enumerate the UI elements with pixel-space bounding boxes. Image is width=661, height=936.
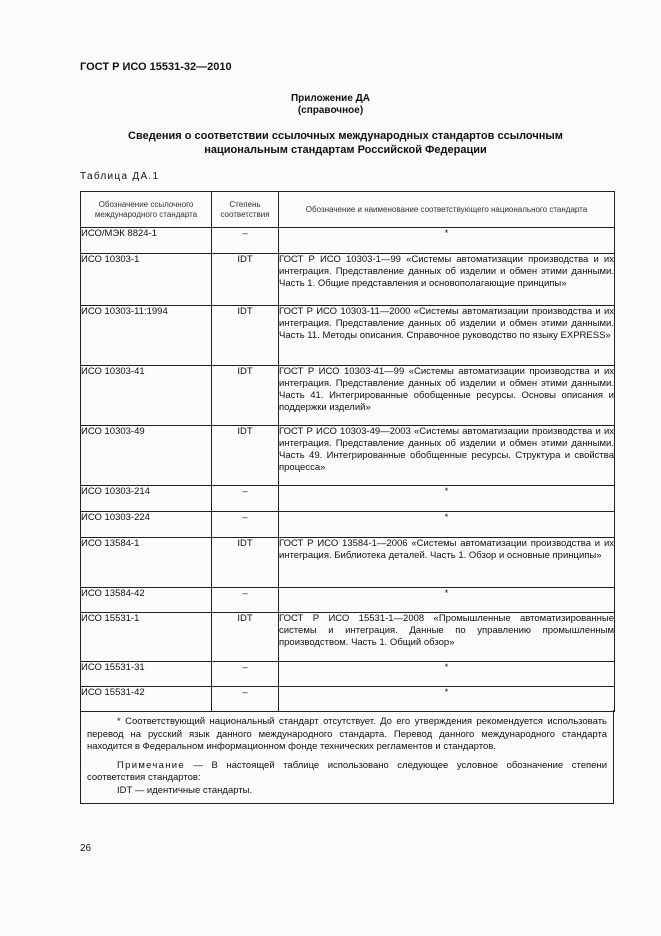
degree-cell: IDT bbox=[212, 254, 279, 306]
table-header-row bbox=[81, 192, 615, 228]
ref-cell: ИСО 10303-41 bbox=[81, 366, 212, 426]
table-row bbox=[81, 486, 615, 512]
ref-cell: ИСО 13584-42 bbox=[81, 588, 212, 613]
ref-cell: ИСО 10303-214 bbox=[81, 486, 212, 512]
national-cell: * bbox=[279, 486, 615, 512]
table-notes bbox=[80, 710, 614, 804]
ref-cell: ИСО 10303-49 bbox=[81, 426, 212, 486]
table-row bbox=[81, 512, 615, 538]
ref-cell: ИСО 15531-42 bbox=[81, 687, 212, 712]
section-title-line2: национальным стандартам Российской Федерации bbox=[204, 144, 487, 156]
note-text: — В настоящей таблице использовано следующее условное обозначение степени соответствия стандартов: bbox=[87, 759, 607, 783]
table-row bbox=[81, 662, 615, 687]
ref-cell: ИСО 10303-1 bbox=[81, 254, 212, 306]
ref-cell: ИСО 15531-31 bbox=[81, 662, 212, 687]
table-row bbox=[81, 306, 615, 366]
table-row bbox=[81, 254, 615, 306]
national-cell: * bbox=[279, 662, 615, 687]
ref-cell: ИСО 13584-1 bbox=[81, 538, 212, 588]
standards-table bbox=[80, 191, 615, 712]
degree-cell: IDT bbox=[212, 613, 279, 662]
degree-cell: – bbox=[212, 512, 279, 538]
table-row bbox=[81, 228, 615, 254]
table-row bbox=[81, 687, 615, 712]
national-cell: ГОСТ Р ИСО 13584-1—2006 «Системы автоматизации производства и их интеграция. Библиотека деталей. Часть 1. Обзор и основные принципы» bbox=[279, 538, 615, 588]
national-cell: ГОСТ Р ИСО 10303-1—99 «Системы автоматизации производства и их интеграция. Представление данных об изделии и обмен этими данными. Часть 1. Общие представления и основополагающие принципы» bbox=[279, 254, 615, 306]
table-row bbox=[81, 366, 615, 426]
note-paragraph bbox=[87, 760, 607, 785]
note-label: Примечание bbox=[117, 759, 185, 771]
degree-cell: IDT bbox=[212, 366, 279, 426]
appendix-title: Приложение ДА bbox=[290, 93, 371, 104]
degree-cell: – bbox=[212, 662, 279, 687]
national-cell: ГОСТ Р ИСО 10303-41—99 «Системы автоматизации производства и их интеграция. Представление данных об изделии и обмен этими данными. Часть 41. Интегрированные обобщенные ресурсы. Основы описания и поддержки изделий» bbox=[279, 366, 615, 426]
table-row bbox=[81, 588, 615, 613]
ref-cell: ИСО 10303-224 bbox=[81, 512, 212, 538]
table-row bbox=[81, 426, 615, 486]
table-caption: Таблица ДА.1 bbox=[80, 171, 160, 182]
table-row bbox=[81, 613, 615, 662]
ref-cell: ИСО/МЭК 8824-1 bbox=[81, 228, 212, 254]
national-cell: ГОСТ Р ИСО 10303-49—2003 «Системы автоматизации производства и их интеграция. Представление данных об изделии и обмен этими данными. Часть 49. Интегрированные обобщенные ресурсы. Структура и свойства процесса» bbox=[279, 426, 615, 486]
degree-cell: – bbox=[212, 228, 279, 254]
ref-cell: ИСО 15531-1 bbox=[81, 613, 212, 662]
table-row bbox=[81, 538, 615, 588]
national-cell: * bbox=[279, 588, 615, 613]
column-header-degree: Степень соответствия bbox=[212, 192, 279, 228]
degree-cell: IDT bbox=[212, 306, 279, 366]
appendix-subtitle: (справочное) bbox=[297, 105, 364, 116]
degree-cell: – bbox=[212, 588, 279, 613]
section-title bbox=[100, 129, 591, 157]
degree-cell: – bbox=[212, 486, 279, 512]
footnote: * Соответствующий национальный стандарт отсутствует. До его утверждения рекомендуется использовать перевод на русский язык данного международного стандарта. Перевод данного международного стандарта находится в Федеральном информационном фонде технических регламентов и стандартов. bbox=[87, 716, 607, 752]
ref-cell: ИСО 10303-11:1994 bbox=[81, 306, 212, 366]
page-number: 26 bbox=[80, 843, 92, 854]
national-cell: * bbox=[279, 687, 615, 712]
section-title-line1: Сведения о соответствии ссылочных международных стандартов ссылочным bbox=[128, 130, 563, 142]
document-header: ГОСТ Р ИСО 15531-32—2010 bbox=[80, 61, 232, 73]
national-cell: * bbox=[279, 228, 615, 254]
column-header-national: Обозначение и наименование соответствующего национального стандарта bbox=[279, 192, 615, 228]
column-header-ref: Обозначение ссылочного международного стандарта bbox=[81, 192, 212, 228]
degree-cell: – bbox=[212, 687, 279, 712]
degree-cell: IDT bbox=[212, 426, 279, 486]
national-cell: ГОСТ Р ИСО 10303-11—2000 «Системы автоматизации производства и их интеграция. Представление данных об изделии и обмен этими данными. Часть 11. Методы описания. Справочное руководство по языку EXPRESS» bbox=[279, 306, 615, 366]
degree-cell: IDT bbox=[212, 538, 279, 588]
national-cell: ГОСТ Р ИСО 15531-1—2008 «Промышленные автоматизированные системы и интеграция. Данные по управлению промышленным производством. Часть 1. Общий обзор» bbox=[279, 613, 615, 662]
national-cell: * bbox=[279, 512, 615, 538]
note-item: IDT — идентичные стандарты. bbox=[117, 784, 253, 796]
